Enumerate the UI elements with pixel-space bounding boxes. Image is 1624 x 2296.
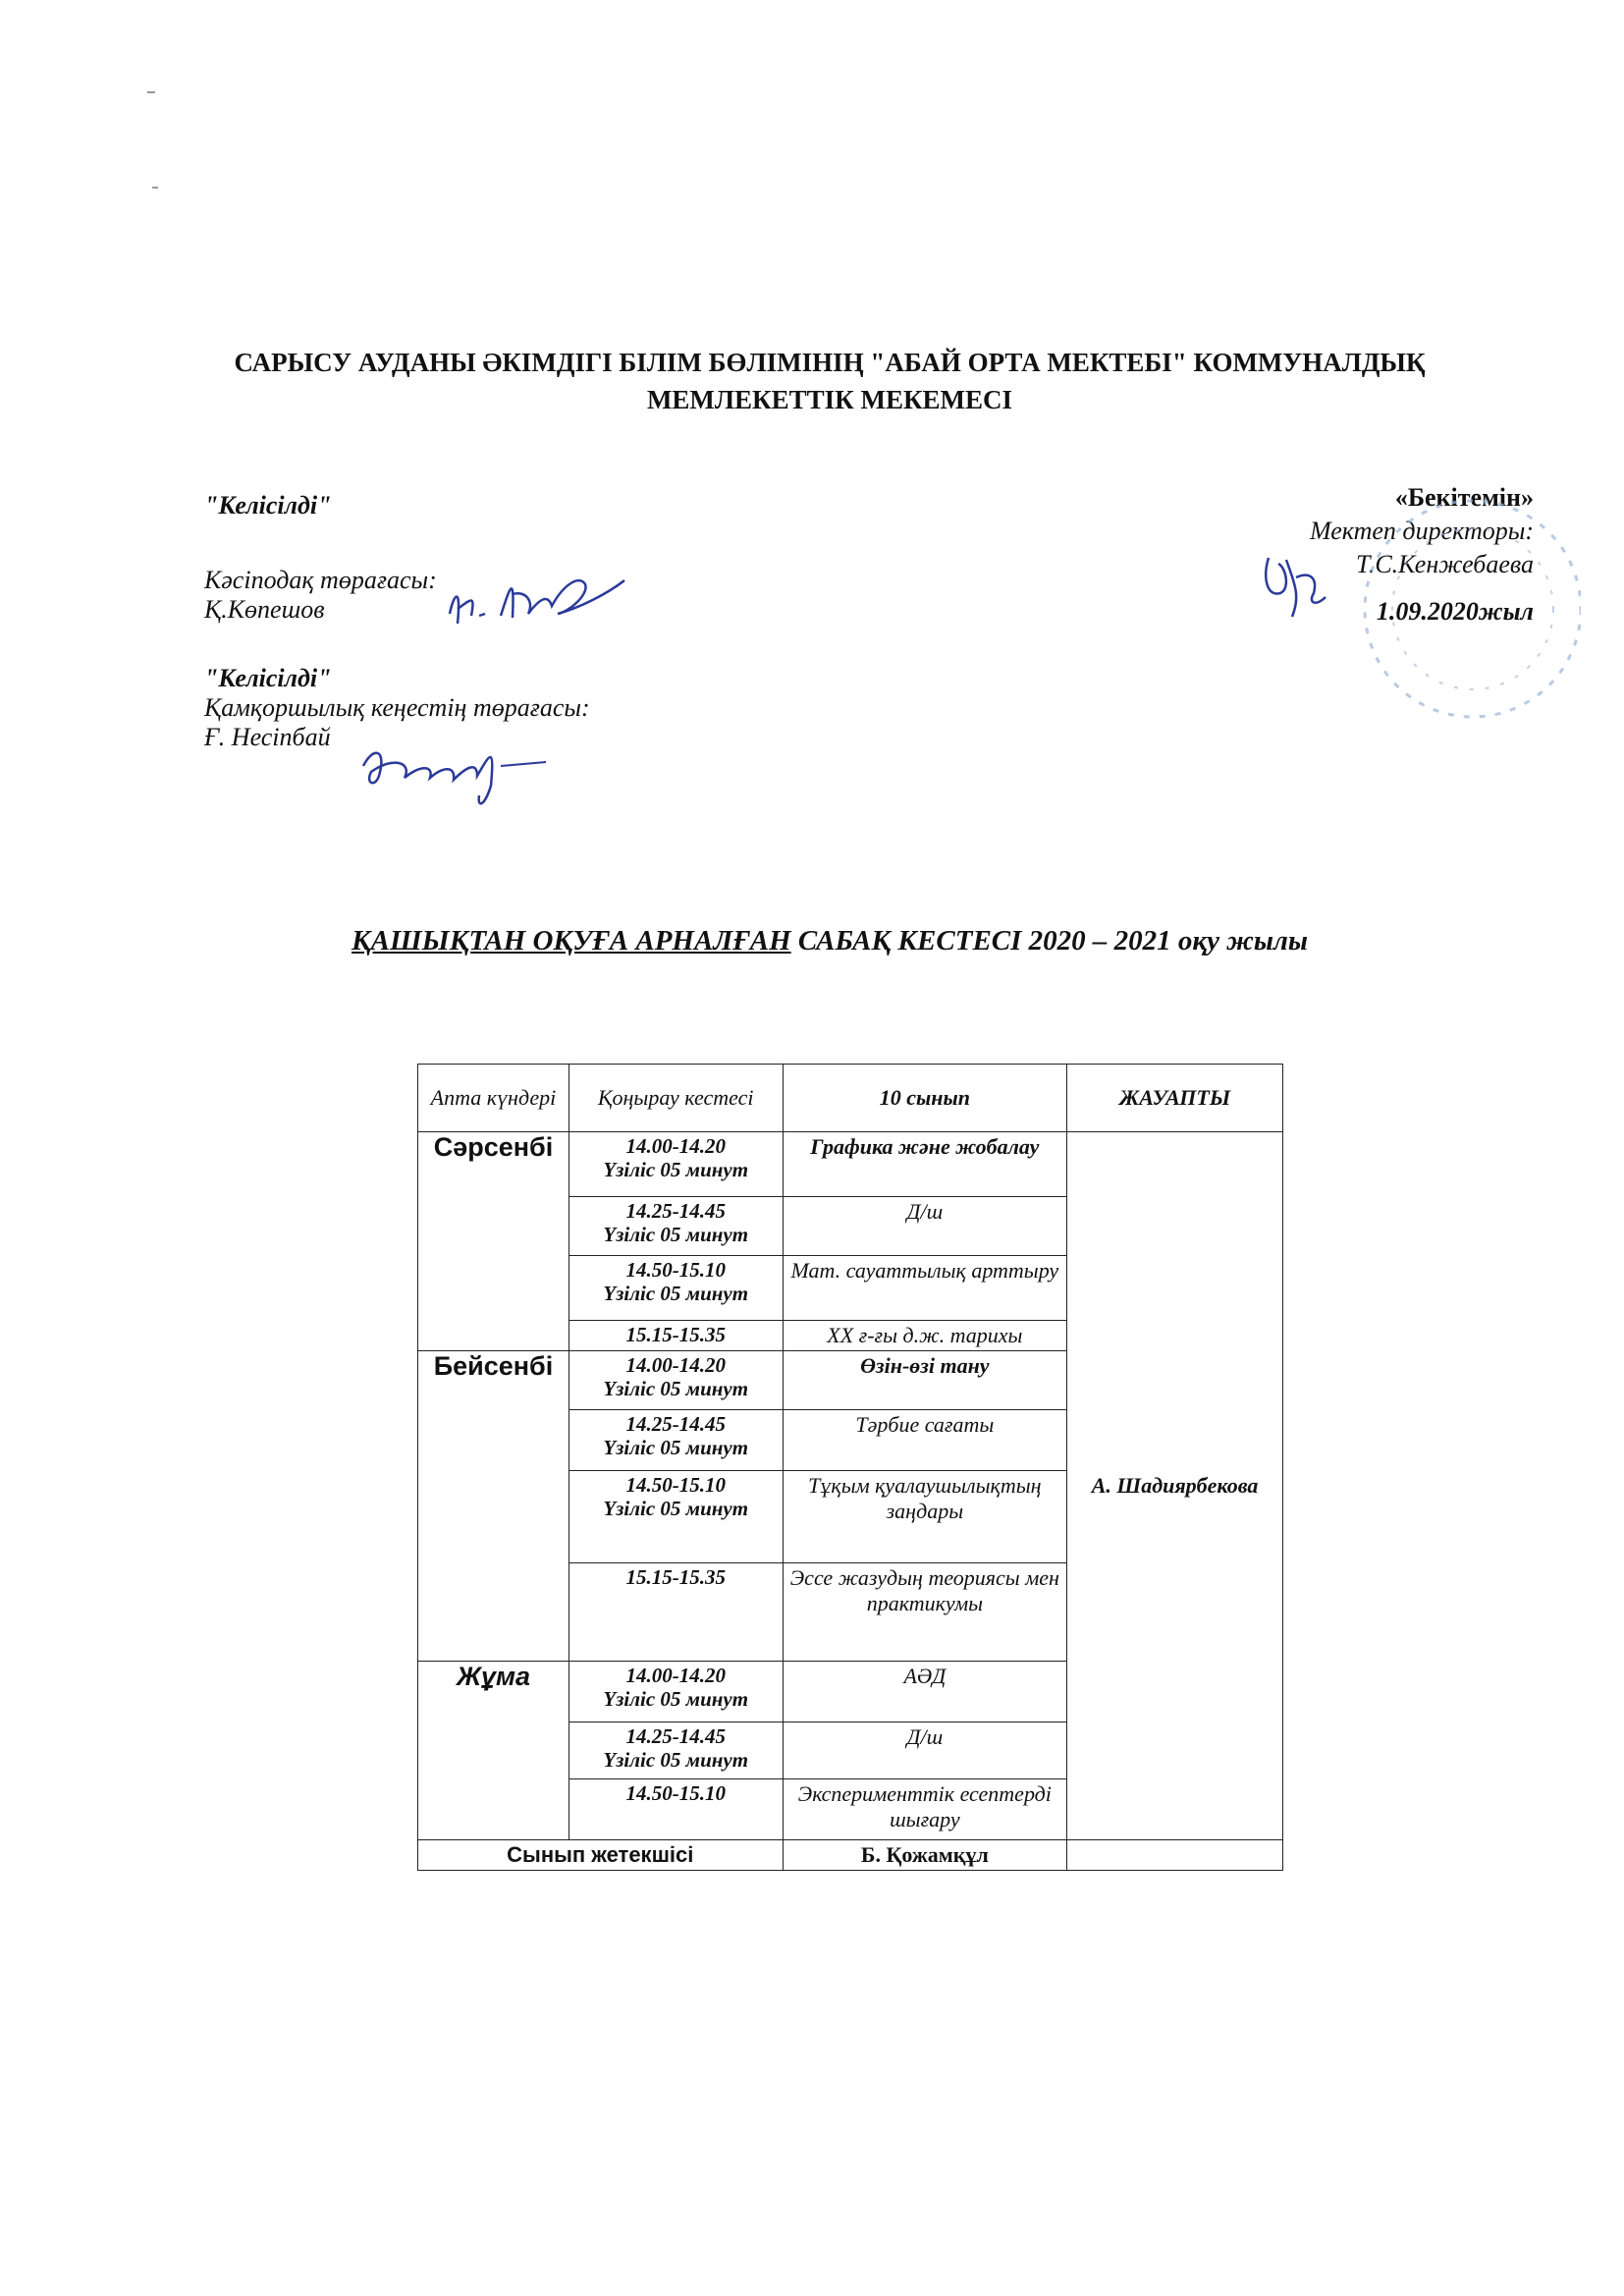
- time-cell: [568, 1563, 783, 1662]
- time-cell: [568, 1662, 783, 1722]
- time-range: 15.15-15.35: [625, 1565, 726, 1589]
- day-cell: Жұма: [418, 1662, 569, 1840]
- col-responsible-header: ЖАУАПТЫ: [1067, 1065, 1283, 1132]
- institution-title: [196, 344, 1463, 418]
- union-chair-signature: [432, 555, 638, 643]
- union-chair-name: Қ.Көпешов: [204, 595, 325, 624]
- subject-cell: АӘД: [783, 1662, 1067, 1722]
- subject-cell: Мат. сауаттылық арттыру: [783, 1256, 1067, 1321]
- time-cell: [568, 1256, 783, 1321]
- subject-cell: ХХ ғ-ғы д.ж. тарихы: [783, 1321, 1067, 1351]
- time-range: 14.50-15.10: [625, 1781, 726, 1805]
- table-header-row: [418, 1065, 1283, 1132]
- time-range: 14.50-15.10: [625, 1258, 726, 1282]
- time-range: 14.50-15.10: [625, 1473, 726, 1497]
- time-range: 15.15-15.35: [625, 1323, 726, 1346]
- class-teacher-label: Сынып жетекшісі: [418, 1840, 784, 1871]
- trustee-chair-role: Қамқоршылық кеңестің төрағасы:: [204, 693, 590, 722]
- time-cell: [568, 1471, 783, 1563]
- table-row: [418, 1132, 1283, 1197]
- time-cell: [568, 1722, 783, 1779]
- subject-cell: Эксперименттік есептерді шығару: [783, 1779, 1067, 1840]
- director-name: Т.С.Кенжебаева: [1356, 550, 1534, 578]
- table-footer-row: [418, 1840, 1283, 1871]
- class-teacher-name: Б. Қожамқұл: [783, 1840, 1067, 1871]
- time-cell: [568, 1410, 783, 1471]
- director-signature: [1257, 538, 1345, 627]
- day-cell: Сәрсенбі: [418, 1132, 569, 1351]
- break-note: Үзіліс 05 минут: [603, 1158, 749, 1181]
- break-note: Үзіліс 05 минут: [603, 1223, 749, 1246]
- time-cell: [568, 1351, 783, 1410]
- agreed-label-1: "Келісілді": [204, 491, 332, 519]
- time-range: 14.00-14.20: [625, 1353, 726, 1377]
- time-range: 14.25-14.45: [625, 1412, 726, 1436]
- break-note: Үзіліс 05 минут: [603, 1377, 749, 1400]
- break-note: Үзіліс 05 минут: [603, 1748, 749, 1772]
- director-role: Мектеп директоры:: [1309, 517, 1534, 545]
- institution-title-line2: МЕМЛЕКЕТТІК МЕКЕМЕСІ: [646, 385, 1013, 414]
- time-cell: [568, 1197, 783, 1256]
- schedule-heading: [196, 925, 1463, 957]
- school-stamp: [1345, 462, 1581, 756]
- subject-cell: Д/ш: [783, 1197, 1067, 1256]
- agreed-label-2: "Келісілді": [204, 664, 332, 692]
- time-cell: [568, 1779, 783, 1840]
- institution-title-line1: САРЫСУ АУДАНЫ ӘКІМДІГІ БІЛІМ БӨЛІМІНІҢ "АБАЙ ОРТА МЕКТЕБІ" КОММУНАЛДЫҚ: [234, 348, 1426, 377]
- col-days-header: Апта күндері: [418, 1065, 569, 1132]
- schedule-table: [417, 1064, 1283, 1871]
- col-class-header: 10 сынып: [783, 1065, 1067, 1132]
- approve-label: «Бекітемін»: [1394, 483, 1534, 512]
- approval-date: 1.09.2020жыл: [1376, 597, 1534, 626]
- time-range: 14.00-14.20: [625, 1134, 726, 1158]
- col-bell-header: Қоңырау кестесі: [568, 1065, 783, 1132]
- scan-mark: [147, 91, 155, 93]
- time-range: 14.25-14.45: [625, 1199, 726, 1223]
- subject-cell: Графика және жобалау: [783, 1132, 1067, 1197]
- trustee-chair-name: Ғ. Несіпбай: [204, 723, 331, 751]
- time-cell: [568, 1321, 783, 1351]
- day-cell: Бейсенбі: [418, 1351, 569, 1662]
- subject-cell: Тәрбие сағаты: [783, 1410, 1067, 1471]
- subject-cell: Тұқым қуалаушылықтың заңдары: [783, 1471, 1067, 1563]
- time-range: 14.25-14.45: [625, 1724, 726, 1748]
- trustee-chair-signature: [353, 727, 560, 815]
- subject-cell: Д/ш: [783, 1722, 1067, 1779]
- responsible-cell: А. Шадиярбекова: [1067, 1132, 1283, 1840]
- subject-cell: Өзін-өзі тану: [783, 1351, 1067, 1410]
- break-note: Үзіліс 05 минут: [603, 1687, 749, 1711]
- break-note: Үзіліс 05 минут: [603, 1497, 749, 1520]
- time-range: 14.00-14.20: [625, 1664, 726, 1687]
- schedule-heading-rest: САБАҚ КЕСТЕСІ 2020 – 2021 оқу жылы: [790, 925, 1308, 957]
- subject-cell: Эссе жазудың теориясы мен практикумы: [783, 1563, 1067, 1662]
- time-cell: [568, 1132, 783, 1197]
- footer-empty-cell: [1067, 1840, 1283, 1871]
- union-chair-role: Кәсіподақ төрағасы:: [204, 566, 437, 594]
- schedule-heading-underlined: ҚАШЫҚТАН ОҚУҒА АРНАЛҒАН: [352, 925, 791, 957]
- break-note: Үзіліс 05 минут: [603, 1436, 749, 1459]
- break-note: Үзіліс 05 минут: [603, 1282, 749, 1305]
- scan-mark: [152, 187, 158, 189]
